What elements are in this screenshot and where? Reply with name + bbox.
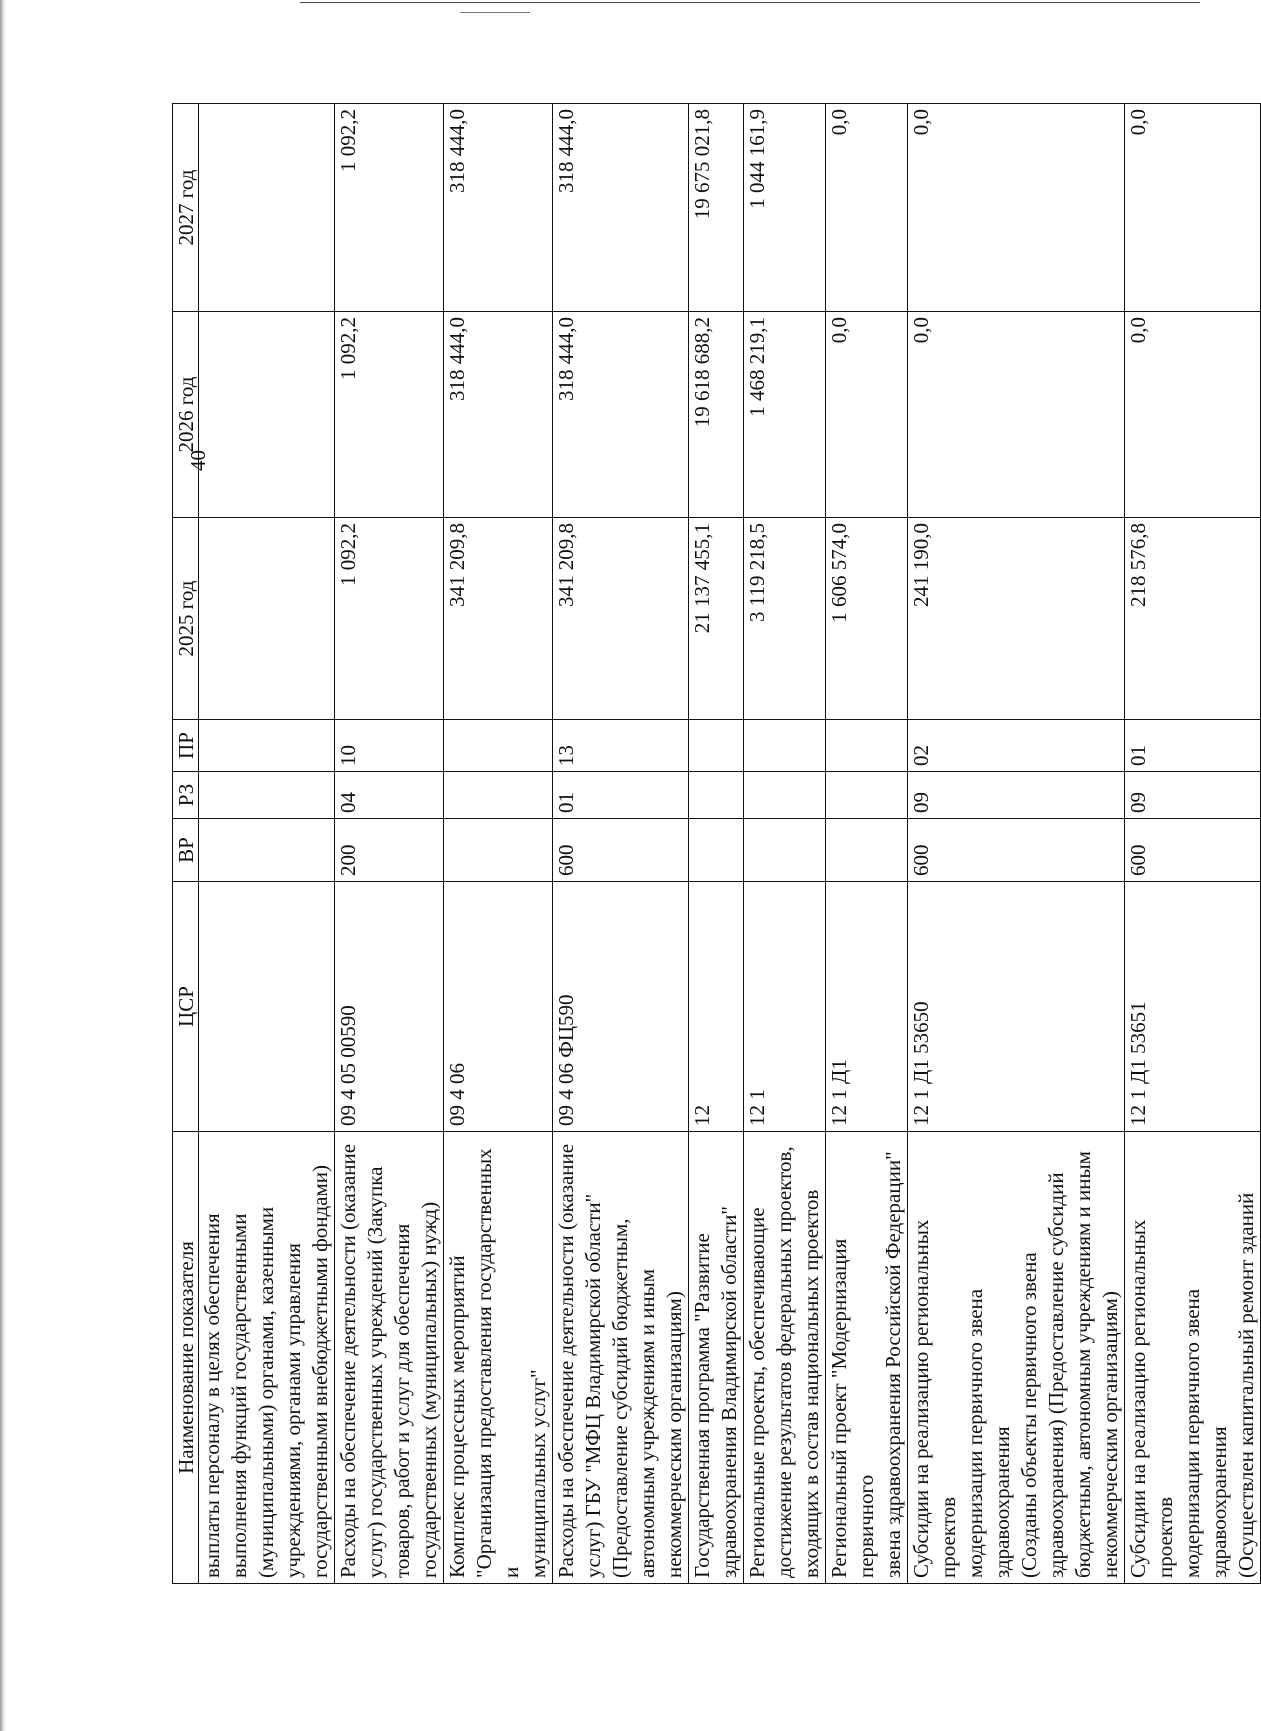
cell-pr: 01	[1125, 720, 1261, 772]
table-row	[553, 104, 689, 1584]
name-line: Комплекс процессных мероприятий	[445, 1255, 469, 1578]
cell-csr: 09 4 05 00590	[335, 882, 444, 1132]
cell-csr: 12 1 Д1 53651	[1125, 882, 1261, 1132]
cell-2026: 0,0	[1125, 312, 1261, 518]
cell-2026: 1 468 219,1	[744, 312, 826, 518]
name-line: Расходы на обеспечение деятельности (оказание	[336, 1143, 360, 1578]
cell-2025: 21 137 455,1	[689, 518, 744, 720]
cell-name	[908, 1132, 1125, 1584]
cell-2025: 341 209,8	[444, 518, 553, 720]
page-number: 40	[186, 450, 210, 471]
name-line: товаров, работ и услуг для обеспечения	[390, 1223, 414, 1578]
table-header-row	[173, 104, 199, 1584]
cell-pr	[199, 720, 335, 772]
scan-artifact-line	[460, 12, 530, 13]
cell-2025: 3 119 218,5	[744, 518, 826, 720]
cell-vr	[199, 819, 335, 882]
cell-2027: 0,0	[908, 104, 1125, 312]
header-pr: ПР	[173, 720, 199, 772]
scan-edge	[0, 0, 6, 1731]
cell-csr	[199, 882, 335, 1132]
cell-rz	[744, 772, 826, 819]
name-line: Государственная программа "Развитие	[690, 1233, 714, 1578]
name-line: (Осуществлен капитальный ремонт зданий	[1234, 1192, 1258, 1578]
cell-rz: 01	[553, 772, 689, 819]
name-line: бюджетным, автономным учреждениям и иным	[1071, 1151, 1095, 1578]
name-line: (Предоставление субсидий бюджетным,	[608, 1218, 632, 1578]
table-row	[744, 104, 826, 1584]
cell-csr: 12	[689, 882, 744, 1132]
table-row	[1125, 104, 1261, 1584]
name-line: Региональные проекты, обеспечивающие	[745, 1207, 769, 1578]
name-line: автономным учреждениям и иным	[635, 1268, 659, 1578]
name-line: некоммерческим организациям)	[1098, 1291, 1122, 1578]
cell-2027	[199, 104, 335, 312]
name-line: "Организация предоставления государственных и	[472, 1148, 523, 1578]
table-row	[826, 104, 908, 1584]
cell-name	[335, 1132, 444, 1584]
cell-pr	[744, 720, 826, 772]
cell-csr: 09 4 06 ФЦ590	[553, 882, 689, 1132]
cell-csr: 12 1 Д1 53650	[908, 882, 1125, 1132]
table-row	[908, 104, 1125, 1584]
table-row	[335, 104, 444, 1584]
cell-2027: 1 044 161,9	[744, 104, 826, 312]
cell-csr: 12 1	[744, 882, 826, 1132]
name-line: (муниципальными) органами, казенными	[254, 1206, 278, 1578]
cell-pr	[444, 720, 553, 772]
cell-name	[689, 1132, 744, 1584]
cell-2025: 1 606 574,0	[826, 518, 908, 720]
cell-name	[744, 1132, 826, 1584]
cell-vr	[689, 819, 744, 882]
cell-vr: 600	[1125, 819, 1261, 882]
cell-csr: 09 4 06	[444, 882, 553, 1132]
cell-2026: 0,0	[826, 312, 908, 518]
cell-csr: 12 1 Д1	[826, 882, 908, 1132]
name-line: выплаты персоналу в целях обеспечения	[200, 1213, 224, 1578]
name-line: выполнения функций государственными	[227, 1213, 251, 1578]
header-vr: ВР	[173, 819, 199, 882]
cell-pr: 13	[553, 720, 689, 772]
cell-rz	[199, 772, 335, 819]
cell-rz: 09	[1125, 772, 1261, 819]
table-row	[444, 104, 553, 1584]
cell-name	[1125, 1132, 1261, 1584]
name-line: модернизации первичного звена здравоохранения	[1180, 1288, 1231, 1578]
header-csr: ЦСР	[173, 882, 199, 1132]
cell-2027: 19 675 021,8	[689, 104, 744, 312]
name-line: здравоохранения) (Предоставление субсидий	[1044, 1172, 1068, 1578]
cell-2026: 0,0	[908, 312, 1125, 518]
cell-vr	[444, 819, 553, 882]
header-2026: 2026 год	[173, 312, 199, 518]
name-line: Субсидии на реализацию региональных проектов	[909, 1219, 960, 1578]
name-line: услуг) ГБУ "МФЦ Владимирской области"	[581, 1193, 605, 1578]
header-2027: 2027 год	[173, 104, 199, 312]
cell-2025: 1 092,2	[335, 518, 444, 720]
cell-2025: 241 190,0	[908, 518, 1125, 720]
header-name: Наименование показателя	[173, 1132, 199, 1584]
name-line: модернизации первичного звена здравоохранения	[963, 1288, 1014, 1578]
cell-pr: 02	[908, 720, 1125, 772]
name-line: здравоохранения Владимирской области"	[717, 1206, 741, 1578]
cell-vr: 600	[908, 819, 1125, 882]
name-line: Региональный проект "Модернизация первичного	[827, 1238, 878, 1578]
name-line: государственными внебюджетными фондами)	[308, 1164, 332, 1578]
cell-2025	[199, 518, 335, 720]
cell-2027: 1 092,2	[335, 104, 444, 312]
cell-2025: 218 576,8	[1125, 518, 1261, 720]
name-line: Субсидии на реализацию региональных проектов	[1126, 1219, 1177, 1578]
cell-rz: 04	[335, 772, 444, 819]
name-line: входящих в состав национальных проектов	[799, 1189, 823, 1578]
cell-2027: 318 444,0	[444, 104, 553, 312]
cell-vr: 200	[335, 819, 444, 882]
header-2025: 2025 год	[173, 518, 199, 720]
cell-pr	[689, 720, 744, 772]
cell-name	[444, 1132, 553, 1584]
cell-2026: 1 092,2	[335, 312, 444, 518]
name-line: учреждениями, органами управления	[281, 1243, 305, 1578]
cell-2027: 0,0	[1125, 104, 1261, 312]
cell-vr	[744, 819, 826, 882]
rotated-table-container	[172, 104, 1258, 1584]
cell-vr: 600	[553, 819, 689, 882]
cell-2027: 318 444,0	[553, 104, 689, 312]
cell-rz	[689, 772, 744, 819]
cell-rz	[826, 772, 908, 819]
name-line: некоммерческим организациям)	[662, 1291, 686, 1578]
table-row	[689, 104, 744, 1584]
cell-2027: 0,0	[826, 104, 908, 312]
name-line: (Созданы объекты первичного звена	[1017, 1252, 1041, 1578]
cell-name	[553, 1132, 689, 1584]
cell-name	[826, 1132, 908, 1584]
name-line: звена здравоохранения Российской Федерации"	[881, 1151, 905, 1578]
cell-rz: 09	[908, 772, 1125, 819]
name-line: Расходы на обеспечение деятельности (оказание	[554, 1143, 578, 1578]
cell-2026: 318 444,0	[444, 312, 553, 518]
cell-vr	[826, 819, 908, 882]
cell-pr: 10	[335, 720, 444, 772]
name-line: муниципальных услуг"	[526, 1369, 550, 1578]
scan-artifact-line	[300, 2, 1200, 3]
cell-name	[199, 1132, 335, 1584]
cell-2025: 341 209,8	[553, 518, 689, 720]
header-rz: РЗ	[173, 772, 199, 819]
table-body	[199, 104, 1261, 1584]
name-line: государственных (муниципальных) нужд)	[417, 1201, 441, 1578]
cell-2026: 19 618 688,2	[689, 312, 744, 518]
cell-2026: 318 444,0	[553, 312, 689, 518]
cell-2026	[199, 312, 335, 518]
name-line: достижение результатов федеральных проектов,	[772, 1146, 796, 1578]
budget-table	[172, 103, 1261, 1584]
cell-pr	[826, 720, 908, 772]
name-line: услуг) государственных учреждений (Закупка	[363, 1166, 387, 1578]
table-row	[199, 104, 335, 1584]
cell-rz	[444, 772, 553, 819]
